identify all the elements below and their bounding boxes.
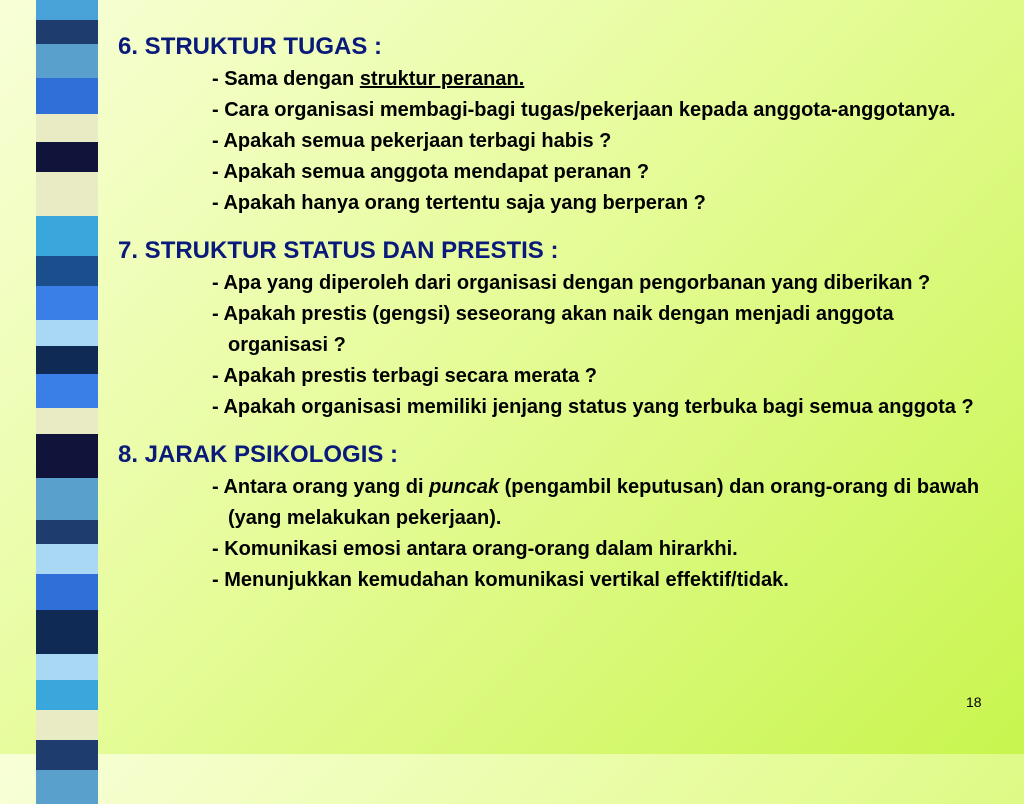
stripe-band <box>36 654 98 680</box>
stripe-band <box>36 20 98 44</box>
stripe-band <box>36 216 98 256</box>
list-item <box>118 472 998 534</box>
stripe-band <box>36 78 98 114</box>
list-item: - Komunikasi emosi antara orang-orang dalam hirarkhi. <box>212 538 738 560</box>
list-item: - Menunjukkan kemudahan komunikasi vertikal effektif/tidak. <box>212 569 789 591</box>
list-item: - Apakah prestis terbagi secara merata ? <box>212 365 597 387</box>
underlined-text: struktur peranan. <box>359 68 525 90</box>
stripe-band <box>36 680 98 710</box>
list-item: - Apakah organisasi memiliki jenjang status yang terbuka bagi semua anggota ? <box>212 396 974 418</box>
stripe-band <box>36 520 98 544</box>
list-item: - Apakah prestis (gengsi) seseorang akan naik dengan menjadi anggota organisasi ? <box>212 303 894 356</box>
item-text: - Antara orang yang di <box>212 476 430 498</box>
page-number: 18 <box>966 694 982 710</box>
section-heading: 6. STRUKTUR TUGAS : <box>118 33 382 60</box>
italic-text: puncak <box>429 476 500 498</box>
list-item: - Apakah semua anggota mendapat peranan ? <box>212 161 650 183</box>
section-heading: 8. JARAK PSIKOLOGIS : <box>118 441 399 468</box>
stripe-band <box>36 374 98 408</box>
list-item: - Apa yang diperoleh dari organisasi dengan pengorbanan yang diberikan ? <box>212 272 931 294</box>
slide-content <box>118 30 998 611</box>
item-text: (pengambil keputusan) dan orang-orang di bawah (yang melakukan pekerjaan). <box>228 476 980 529</box>
stripe-band <box>36 710 98 740</box>
stripe-band <box>36 346 98 374</box>
stripe-band <box>36 142 98 172</box>
list-item: - Apakah semua pekerjaan terbagi habis ? <box>212 130 612 152</box>
stripe-band <box>36 544 98 574</box>
stripe-band <box>36 0 98 20</box>
list-item <box>118 64 998 95</box>
stripe-band <box>36 610 98 654</box>
stripe-band <box>36 256 98 286</box>
section-jarak-psikologis <box>118 438 998 596</box>
stripe-band <box>36 574 98 610</box>
stripe-band <box>36 320 98 346</box>
stripe-band <box>36 434 98 478</box>
section-heading: 7. STRUKTUR STATUS DAN PRESTIS : <box>118 237 559 264</box>
section-struktur-tugas <box>118 30 998 219</box>
stripe-band <box>36 172 98 216</box>
stripe-band <box>36 286 98 320</box>
list-item: - Cara organisasi membagi-bagi tugas/pekerjaan kepada anggota-anggotanya. <box>212 99 956 121</box>
stripe-band <box>36 44 98 78</box>
stripe-band <box>36 478 98 520</box>
item-text: - Sama dengan <box>212 68 360 90</box>
section-struktur-status <box>118 234 998 423</box>
stripe-band <box>36 408 98 434</box>
decorative-stripe <box>36 0 98 754</box>
stripe-band <box>36 740 98 770</box>
list-item: - Apakah hanya orang tertentu saja yang berperan ? <box>212 192 706 214</box>
stripe-band <box>36 114 98 142</box>
stripe-band <box>36 770 98 804</box>
